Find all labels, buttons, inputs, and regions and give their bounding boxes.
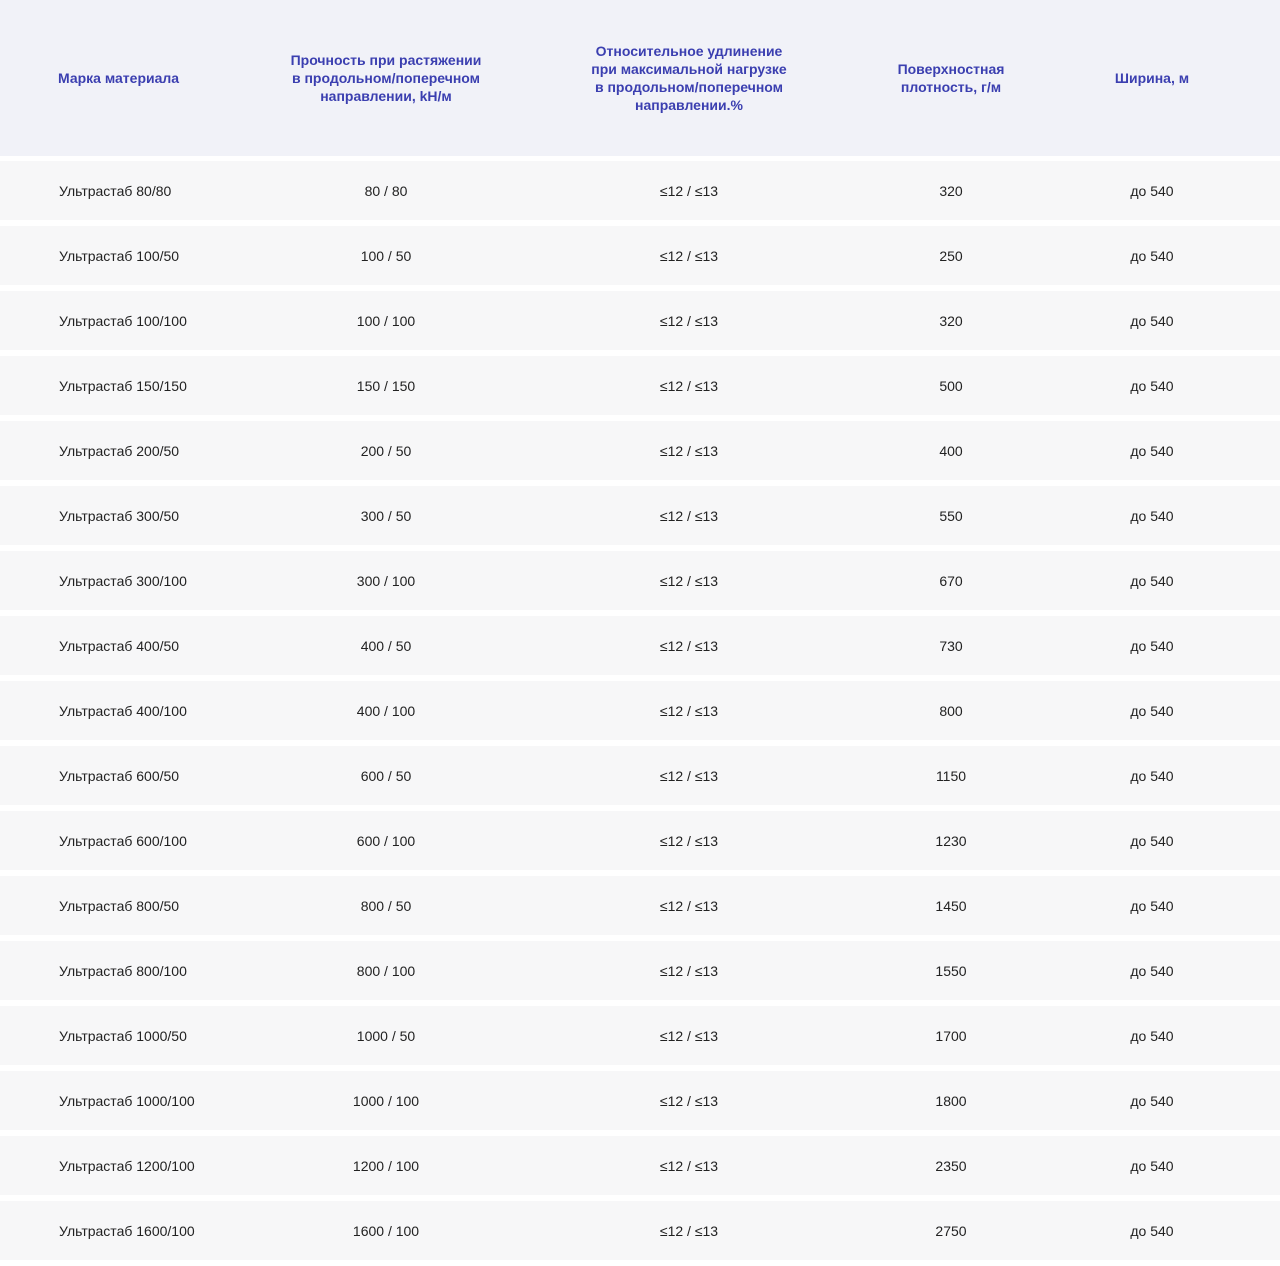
- cell-tensile-strength: 800 / 100: [356, 962, 416, 979]
- table-row: [0, 681, 1280, 740]
- cell-tensile-strength: 80 / 80: [364, 182, 408, 199]
- cell-material-name: Ультрастаб 1000/50: [59, 1027, 187, 1044]
- cell-elongation: ≤12 / ≤13: [659, 1157, 719, 1174]
- cell-width: до 540: [1130, 767, 1174, 784]
- cell-width: до 540: [1130, 312, 1174, 329]
- cell-elongation: ≤12 / ≤13: [659, 897, 719, 914]
- cell-elongation: ≤12 / ≤13: [659, 442, 719, 459]
- cell-surface-density: 1230: [935, 832, 967, 849]
- cell-surface-density: 320: [939, 312, 963, 329]
- cell-surface-density: 2350: [935, 1157, 967, 1174]
- table-row: [0, 1136, 1280, 1195]
- cell-tensile-strength: 1000 / 100: [352, 1092, 420, 1109]
- cell-elongation: ≤12 / ≤13: [659, 832, 719, 849]
- table-row: [0, 551, 1280, 610]
- cell-material-name: Ультрастаб 1200/100: [59, 1157, 195, 1174]
- header-width: Ширина, м: [1114, 70, 1190, 86]
- cell-tensile-strength: 200 / 50: [360, 442, 412, 459]
- cell-width: до 540: [1130, 247, 1174, 264]
- cell-width: до 540: [1130, 832, 1174, 849]
- cell-tensile-strength: 1000 / 50: [356, 1027, 416, 1044]
- cell-width: до 540: [1130, 1092, 1174, 1109]
- table-row: [0, 876, 1280, 935]
- cell-width: до 540: [1130, 962, 1174, 979]
- cell-tensile-strength: 150 / 150: [356, 377, 416, 394]
- cell-material-name: Ультрастаб 300/50: [59, 507, 180, 524]
- cell-elongation: ≤12 / ≤13: [659, 702, 719, 719]
- cell-surface-density: 320: [939, 182, 963, 199]
- cell-width: до 540: [1130, 702, 1174, 719]
- header-tensile-strength: Прочность при растяжении в продольном/поперечном направлении, kH/м: [290, 52, 482, 104]
- cell-width: до 540: [1130, 1222, 1174, 1239]
- cell-width: до 540: [1130, 572, 1174, 589]
- cell-elongation: ≤12 / ≤13: [659, 312, 719, 329]
- table-row: [0, 1071, 1280, 1130]
- header-elongation: Относительное удлинение при максимальной нагрузке в продольном/поперечном направлении.%: [591, 43, 787, 113]
- cell-width: до 540: [1130, 1027, 1174, 1044]
- cell-elongation: ≤12 / ≤13: [659, 377, 719, 394]
- cell-material-name: Ультрастаб 200/50: [59, 442, 180, 459]
- cell-width: до 540: [1130, 897, 1174, 914]
- table-row: [0, 1201, 1280, 1260]
- cell-tensile-strength: 400 / 50: [360, 637, 412, 654]
- cell-material-name: Ультрастаб 80/80: [59, 182, 172, 199]
- cell-tensile-strength: 600 / 50: [360, 767, 412, 784]
- cell-material-name: Ультрастаб 600/100: [59, 832, 187, 849]
- cell-surface-density: 1150: [935, 767, 967, 784]
- cell-surface-density: 2750: [935, 1222, 967, 1239]
- cell-elongation: ≤12 / ≤13: [659, 1222, 719, 1239]
- cell-width: до 540: [1130, 377, 1174, 394]
- cell-surface-density: 1800: [935, 1092, 967, 1109]
- cell-material-name: Ультрастаб 400/50: [59, 637, 180, 654]
- cell-width: до 540: [1130, 442, 1174, 459]
- cell-elongation: ≤12 / ≤13: [659, 767, 719, 784]
- cell-material-name: Ультрастаб 100/50: [59, 247, 180, 264]
- cell-material-name: Ультрастаб 100/100: [59, 312, 187, 329]
- cell-elongation: ≤12 / ≤13: [659, 1092, 719, 1109]
- cell-surface-density: 500: [939, 377, 963, 394]
- cell-material-name: Ультрастаб 400/100: [59, 702, 187, 719]
- table-body: [0, 156, 1280, 1260]
- cell-surface-density: 250: [939, 247, 963, 264]
- table-row: [0, 941, 1280, 1000]
- cell-elongation: ≤12 / ≤13: [659, 247, 719, 264]
- cell-elongation: ≤12 / ≤13: [659, 962, 719, 979]
- cell-width: до 540: [1130, 637, 1174, 654]
- cell-material-name: Ультрастаб 1000/100: [59, 1092, 195, 1109]
- table-row: [0, 486, 1280, 545]
- cell-elongation: ≤12 / ≤13: [659, 572, 719, 589]
- cell-tensile-strength: 800 / 50: [360, 897, 412, 914]
- cell-material-name: Ультрастаб 150/150: [59, 377, 187, 394]
- cell-tensile-strength: 100 / 50: [360, 247, 412, 264]
- cell-elongation: ≤12 / ≤13: [659, 637, 719, 654]
- table-row: [0, 291, 1280, 350]
- cell-width: до 540: [1130, 1157, 1174, 1174]
- table-row: [0, 746, 1280, 805]
- table-row: [0, 161, 1280, 220]
- cell-elongation: ≤12 / ≤13: [659, 507, 719, 524]
- cell-surface-density: 1450: [935, 897, 967, 914]
- cell-surface-density: 730: [939, 637, 963, 654]
- table-row: [0, 421, 1280, 480]
- table-row: [0, 1006, 1280, 1065]
- table-row: [0, 616, 1280, 675]
- cell-surface-density: 550: [939, 507, 963, 524]
- table-row: [0, 226, 1280, 285]
- header-surface-density: Поверхностная плотность, г/м: [897, 61, 1005, 95]
- cell-material-name: Ультрастаб 800/50: [59, 897, 180, 914]
- cell-tensile-strength: 1600 / 100: [352, 1222, 420, 1239]
- cell-surface-density: 1550: [935, 962, 967, 979]
- cell-elongation: ≤12 / ≤13: [659, 182, 719, 199]
- cell-material-name: Ультрастаб 1600/100: [59, 1222, 195, 1239]
- cell-surface-density: 1700: [935, 1027, 967, 1044]
- cell-material-name: Ультрастаб 600/50: [59, 767, 180, 784]
- cell-width: до 540: [1130, 507, 1174, 524]
- cell-surface-density: 400: [939, 442, 963, 459]
- cell-tensile-strength: 1200 / 100: [352, 1157, 420, 1174]
- table-row: [0, 356, 1280, 415]
- cell-surface-density: 670: [939, 572, 963, 589]
- cell-tensile-strength: 300 / 50: [360, 507, 412, 524]
- table-row: [0, 811, 1280, 870]
- cell-tensile-strength: 600 / 100: [356, 832, 416, 849]
- cell-material-name: Ультрастаб 800/100: [59, 962, 187, 979]
- cell-tensile-strength: 100 / 100: [356, 312, 416, 329]
- cell-width: до 540: [1130, 182, 1174, 199]
- cell-elongation: ≤12 / ≤13: [659, 1027, 719, 1044]
- cell-surface-density: 800: [939, 702, 963, 719]
- cell-tensile-strength: 400 / 100: [356, 702, 416, 719]
- table-header: [0, 0, 1280, 156]
- cell-tensile-strength: 300 / 100: [356, 572, 416, 589]
- header-material-name: Марка материала: [58, 70, 180, 86]
- cell-material-name: Ультрастаб 300/100: [59, 572, 187, 589]
